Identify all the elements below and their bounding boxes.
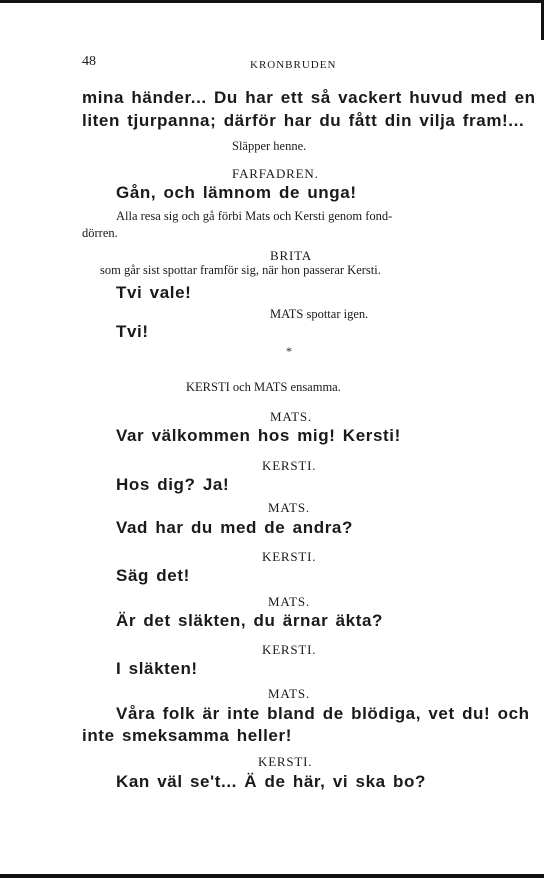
scene-separator: * — [286, 344, 292, 358]
speaker-kersti-1: KERSTI. — [262, 458, 317, 473]
stage-direction-3: som går sist spottar framför sig, när hon passerar Kersti. — [100, 263, 381, 277]
stage-direction-2-cont: dörren. — [82, 226, 118, 240]
dialogue-line-5: Tvi! — [116, 322, 149, 341]
stage-direction-2: Alla resa sig och gå förbi Mats och Kersti genom fond- — [116, 209, 393, 223]
dialogue-line-1: mina händer... Du har ett så vackert huvud med en — [82, 88, 536, 107]
dialogue-line-7: Hos dig? Ja! — [116, 475, 230, 494]
running-title: KRONBRUDEN — [250, 59, 337, 71]
dialogue-line-4: Tvi vale! — [116, 283, 192, 302]
dialogue-line-11: I släkten! — [116, 659, 198, 678]
page-edge-top — [0, 0, 544, 3]
dialogue-line-12-cont: inte smeksamma heller! — [82, 726, 292, 745]
dialogue-line-2: liten tjurpanna; därför har du fått din vilja fram!... — [82, 111, 525, 130]
dialogue-line-9: Säg det! — [116, 566, 190, 585]
speaker-mats-4: MATS. — [268, 686, 310, 701]
page-edge-bottom — [0, 874, 544, 878]
speaker-kersti-4: KERSTI. — [258, 754, 313, 769]
speaker-mats-3: MATS. — [268, 594, 310, 609]
dialogue-line-10: Är det släkten, du ärnar äkta? — [116, 611, 384, 630]
dialogue-line-6: Var välkommen hos mig! Kersti! — [116, 426, 401, 445]
speaker-brita: BRITA — [270, 248, 312, 263]
speaker-mats-2: MATS. — [268, 500, 310, 515]
stage-direction-1: Släpper henne. — [232, 139, 307, 153]
dialogue-line-8: Vad har du med de andra? — [116, 518, 353, 537]
stage-direction-4: MATS spottar igen. — [270, 307, 369, 321]
dialogue-line-3: Gån, och lämnom de unga! — [116, 183, 357, 202]
speaker-mats-1: MATS. — [270, 409, 312, 424]
speaker-kersti-2: KERSTI. — [262, 549, 317, 564]
speaker-kersti-3: KERSTI. — [262, 642, 317, 657]
dialogue-line-12: Våra folk är inte bland de blödiga, vet du! och — [116, 704, 530, 723]
dialogue-line-13: Kan väl se't... Ä de här, vi ska bo? — [116, 772, 426, 791]
page-number: 48 — [82, 54, 96, 69]
scene-heading: KERSTI och MATS ensamma. — [186, 380, 341, 394]
speaker-farfadren: FARFADREN. — [232, 166, 319, 181]
